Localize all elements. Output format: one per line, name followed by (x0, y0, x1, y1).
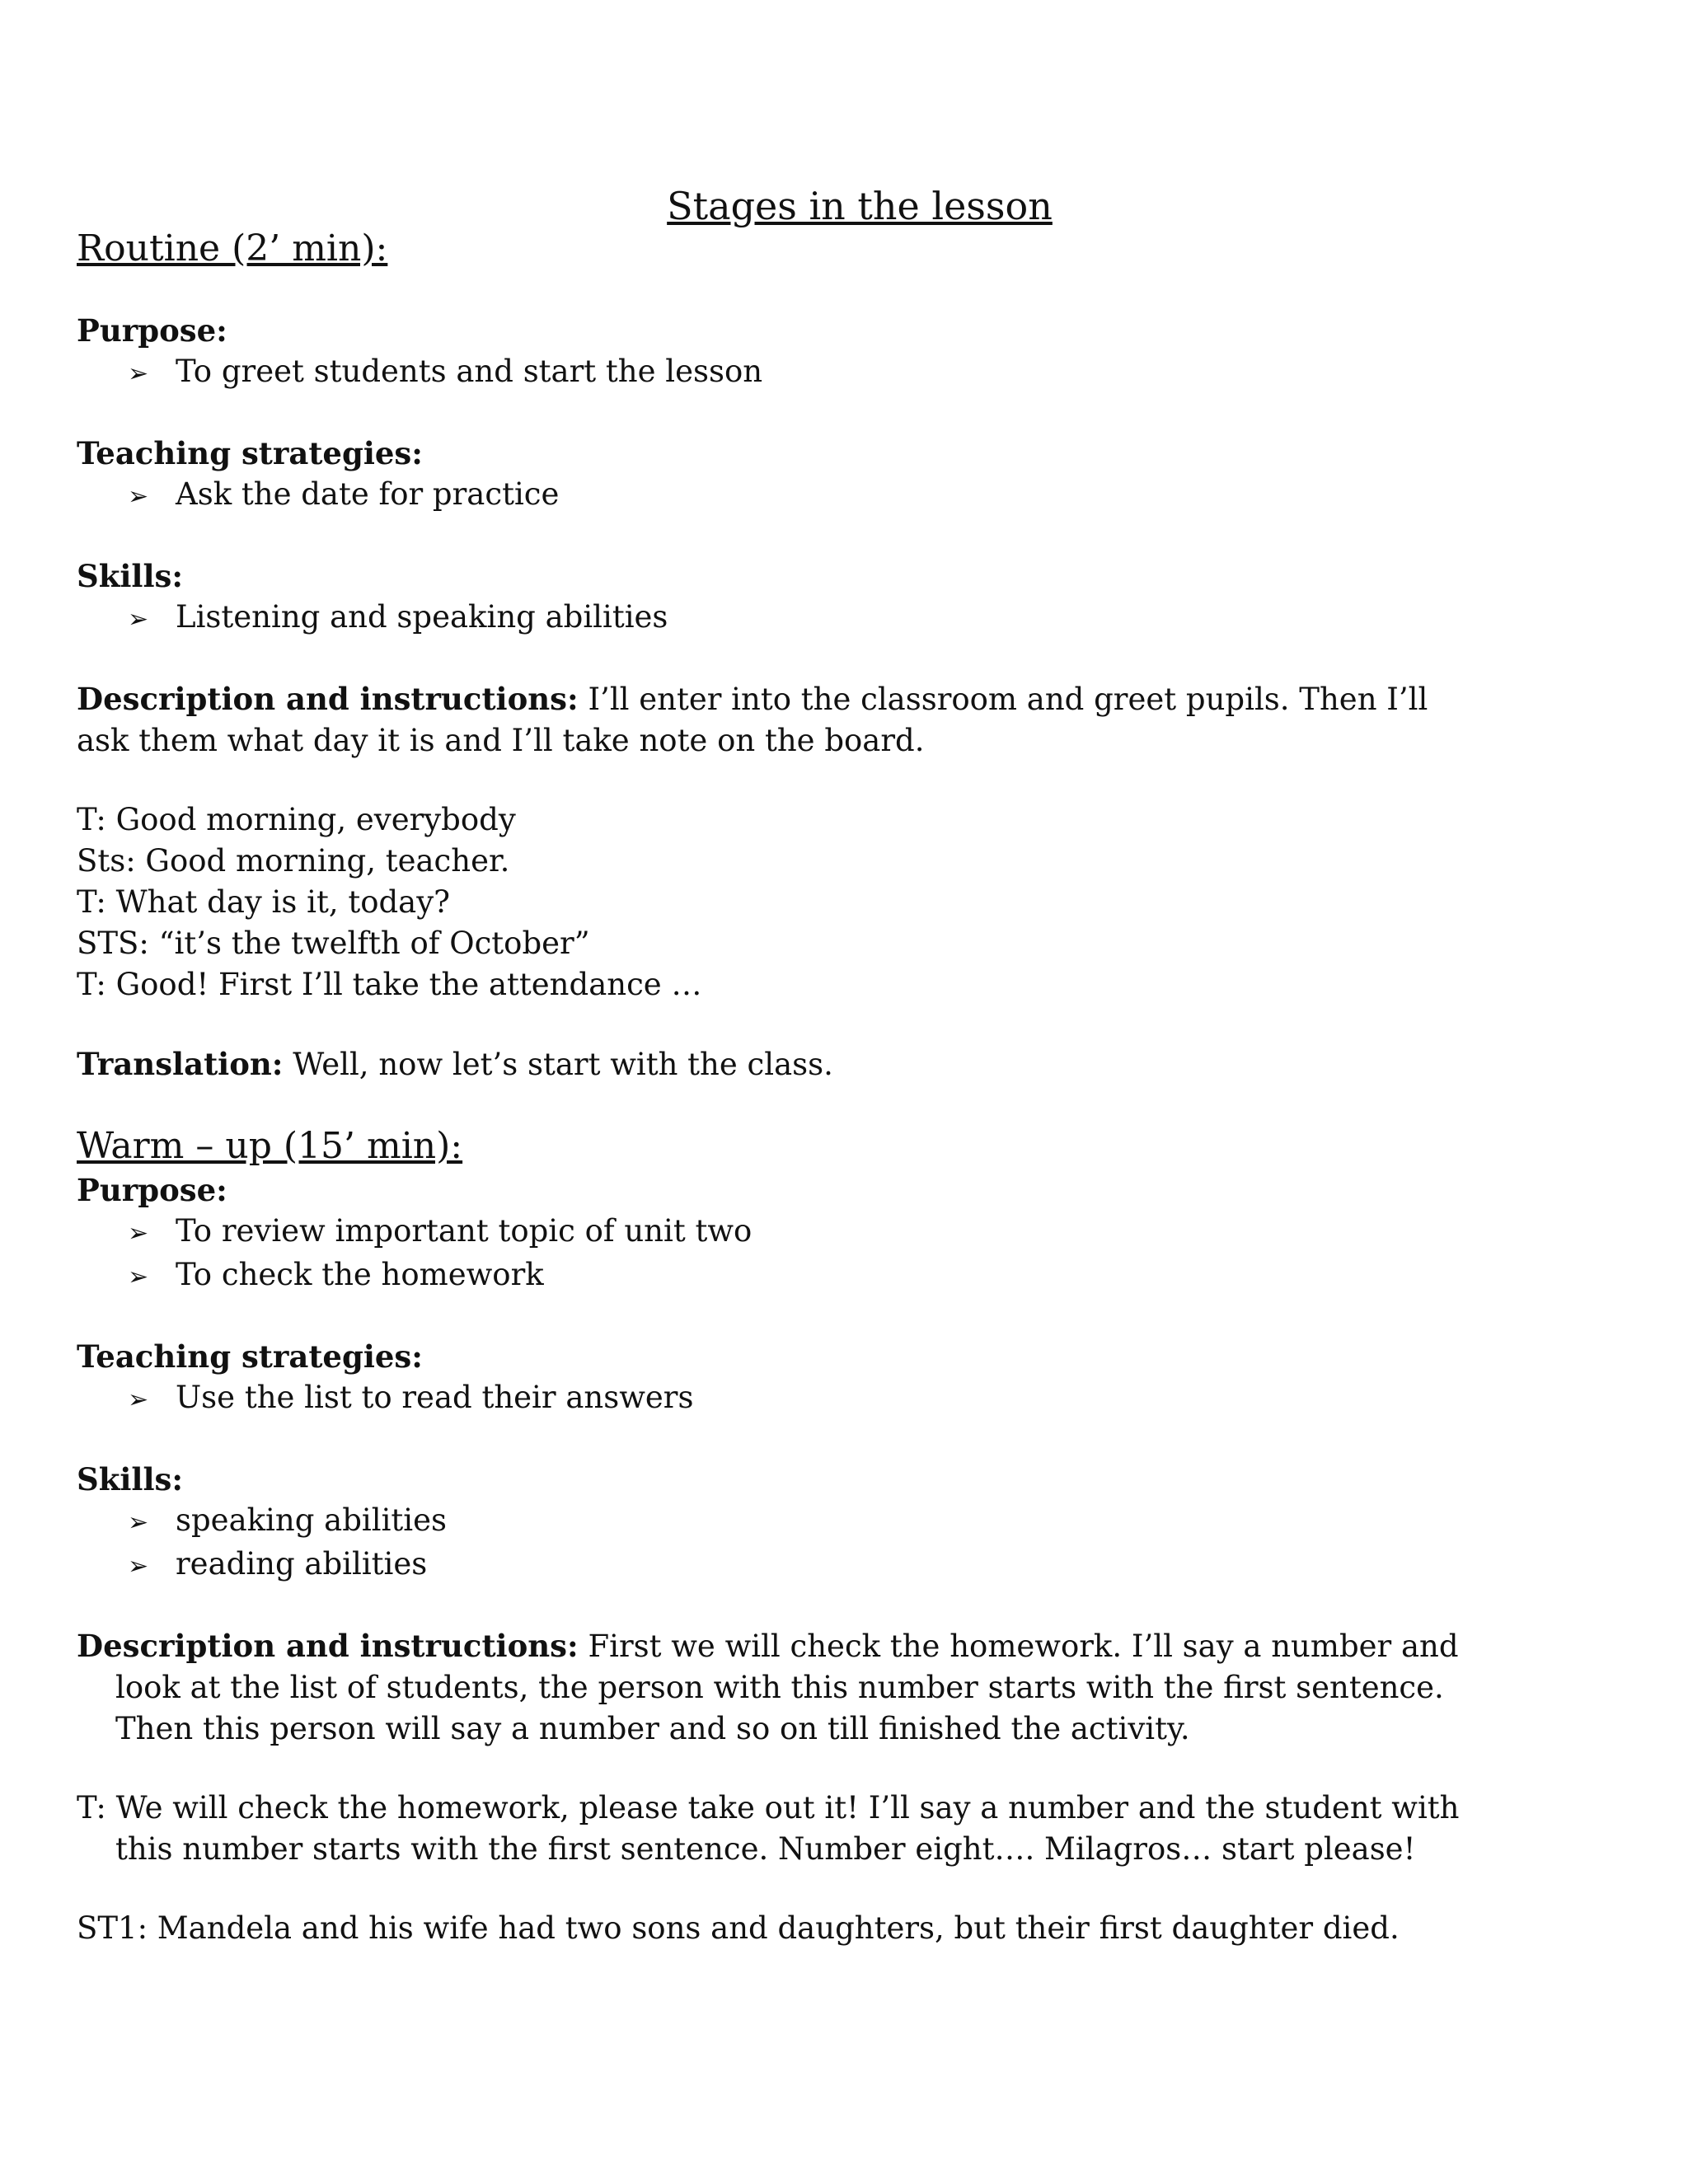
arrow-bullet-icon: ➢ (128, 1552, 149, 1581)
list-item (128, 1544, 1461, 1587)
routine-dialog (77, 799, 1461, 1005)
routine-purpose-list (77, 351, 1461, 395)
arrow-bullet-icon: ➢ (128, 1385, 149, 1414)
page-title: Stages in the lesson (667, 184, 1053, 228)
routine-description (77, 678, 1461, 762)
routine-translation (77, 1043, 1461, 1085)
routine-strategies-label: Teaching strategies: (77, 435, 423, 471)
translation-text: Well, now let’s start with the class. (293, 1047, 833, 1082)
list-item (128, 474, 1461, 518)
list-item-text: speaking abilities (176, 1502, 447, 1538)
dialog-line: T: Good morning, everybody (77, 802, 516, 837)
dialog-line: STS: “it’s the twelfth of October” (77, 926, 590, 961)
list-item-text: reading abilities (176, 1546, 428, 1582)
student-answer-line: ST1: Mandela and his wife had two sons and daughters, but their first daughter died. (77, 1910, 1400, 1946)
list-item (128, 597, 1461, 640)
list-item (128, 1500, 1461, 1544)
arrow-bullet-icon: ➢ (128, 605, 149, 634)
routine-skills-label: Skills: (77, 558, 184, 594)
warmup-skills-list (77, 1500, 1461, 1587)
warmup-skills-label: Skills: (77, 1461, 184, 1497)
warmup-description-label: Description and instructions: (77, 1628, 579, 1664)
list-item (128, 1211, 1461, 1254)
dialog-line: T: What day is it, today? (77, 884, 450, 920)
list-item-text: Listening and speaking abilities (176, 599, 668, 635)
list-item-text: To check the homework (176, 1257, 544, 1292)
translation-label: Translation: (77, 1046, 284, 1082)
document-page (77, 181, 1461, 1949)
list-item (128, 351, 1461, 395)
list-item-text: To review important topic of unit two (176, 1213, 753, 1249)
arrow-bullet-icon: ➢ (128, 359, 149, 388)
routine-description-text: I’ll enter into the classroom and greet pupils. Then I’ll ask them what day it is and I’ll take note on the board. (77, 682, 1428, 758)
warmup-description (77, 1625, 1461, 1750)
arrow-bullet-icon: ➢ (128, 482, 149, 511)
dialog-line: Sts: Good morning, teacher. (77, 843, 510, 879)
warmup-strategies-list (77, 1377, 1461, 1421)
teacher-homework-line: T: We will check the homework, please take out it! I’ll say a number and the student with this number starts with the first sentence. Number eight…. Milagros… start please! (77, 1790, 1460, 1867)
dialog-line: T: Good! First I’ll take the attendance … (77, 967, 702, 1002)
list-item (128, 1377, 1461, 1421)
routine-description-label: Description and instructions: (77, 681, 579, 717)
warmup-purpose-label: Purpose: (77, 1172, 227, 1208)
list-item-text: Use the list to read their answers (176, 1380, 694, 1415)
routine-strategies-list (77, 474, 1461, 518)
warmup-heading: Warm – up (15’ min): (77, 1125, 463, 1167)
list-item-text: Ask the date for practice (176, 476, 560, 512)
arrow-bullet-icon: ➢ (128, 1508, 149, 1537)
list-item-text: To greet students and start the lesson (176, 354, 763, 389)
arrow-bullet-icon: ➢ (128, 1219, 149, 1248)
warmup-description-text: First we will check the homework. I’ll say a number and look at the list of students, the person with this number starts with the first sentence. Then this person will say a number and so on till finished the activity. (115, 1629, 1459, 1746)
routine-heading: Routine (2’ min): (77, 227, 388, 269)
list-item (128, 1254, 1461, 1298)
warmup-strategies-label: Teaching strategies: (77, 1338, 423, 1375)
routine-skills-list (77, 597, 1461, 640)
arrow-bullet-icon: ➢ (128, 1263, 149, 1291)
warmup-purpose-list (77, 1211, 1461, 1298)
routine-purpose-label: Purpose: (77, 312, 227, 349)
